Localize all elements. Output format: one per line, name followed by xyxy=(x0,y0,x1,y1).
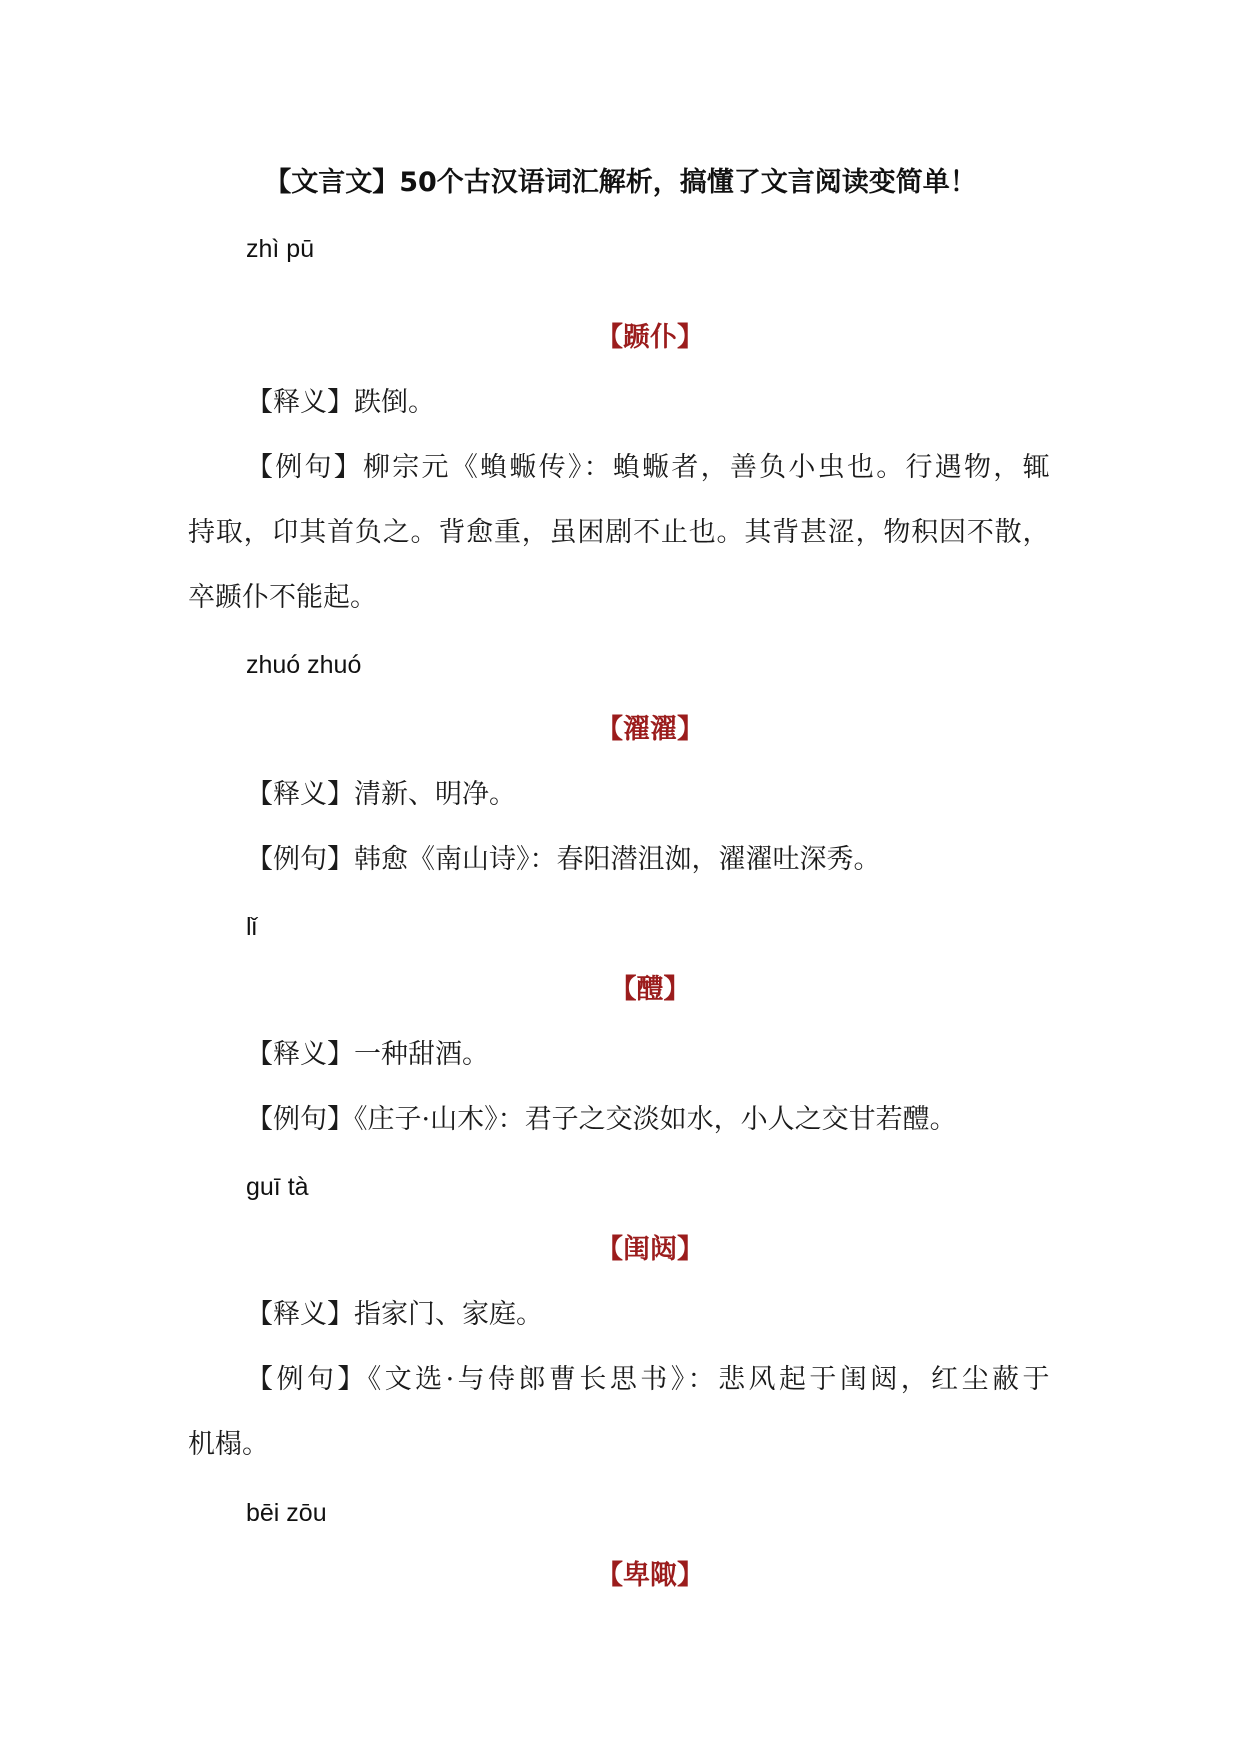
entry-word: 【踬仆】 xyxy=(596,322,704,353)
entry-definition: 【释义】清新、明净。 xyxy=(246,779,516,810)
entry-word: 【闺闼】 xyxy=(596,1234,704,1265)
entry-pinyin: lǐ xyxy=(246,913,258,941)
document-title: 【文言文】50个古汉语词汇解析，搞懂了文言阅读变简单！ xyxy=(264,167,977,198)
entry-example-line: 持取，卬其首负之。背愈重，虽困剧不止也。其背甚涩，物积因不散， xyxy=(188,517,1050,548)
entry-example-line: 卒踬仆不能起。 xyxy=(188,582,377,613)
entry-definition: 【释义】指家门、家庭。 xyxy=(246,1299,543,1330)
entry-example-line: 【例句】《文选·与侍郎曹长思书》：悲风起于闺闼，红尘蔽于 xyxy=(246,1364,1050,1395)
entry-definition: 【释义】一种甜酒。 xyxy=(246,1039,489,1070)
entry-pinyin: bēi zōu xyxy=(246,1499,327,1527)
entry-definition: 【释义】跌倒。 xyxy=(246,387,435,418)
entry-example-line: 【例句】柳宗元《蝜蝂传》：蝜蝂者，善负小虫也。行遇物，辄 xyxy=(246,452,1050,483)
entry-pinyin: zhì pū xyxy=(246,235,315,263)
entry-word: 【卑陬】 xyxy=(596,1560,704,1591)
entry-pinyin: zhuó zhuó xyxy=(246,651,362,679)
entry-example-line: 【例句】韩愈《南山诗》：春阳潜沮洳，濯濯吐深秀。 xyxy=(246,844,881,875)
entry-example-line: 机榻。 xyxy=(188,1429,269,1460)
entry-word: 【醴】 xyxy=(609,974,691,1005)
entry-example-line: 【例句】《庄子·山木》：君子之交淡如水，小人之交甘若醴。 xyxy=(246,1104,957,1135)
entry-word: 【濯濯】 xyxy=(596,714,704,745)
entry-pinyin: guī tà xyxy=(246,1173,309,1201)
